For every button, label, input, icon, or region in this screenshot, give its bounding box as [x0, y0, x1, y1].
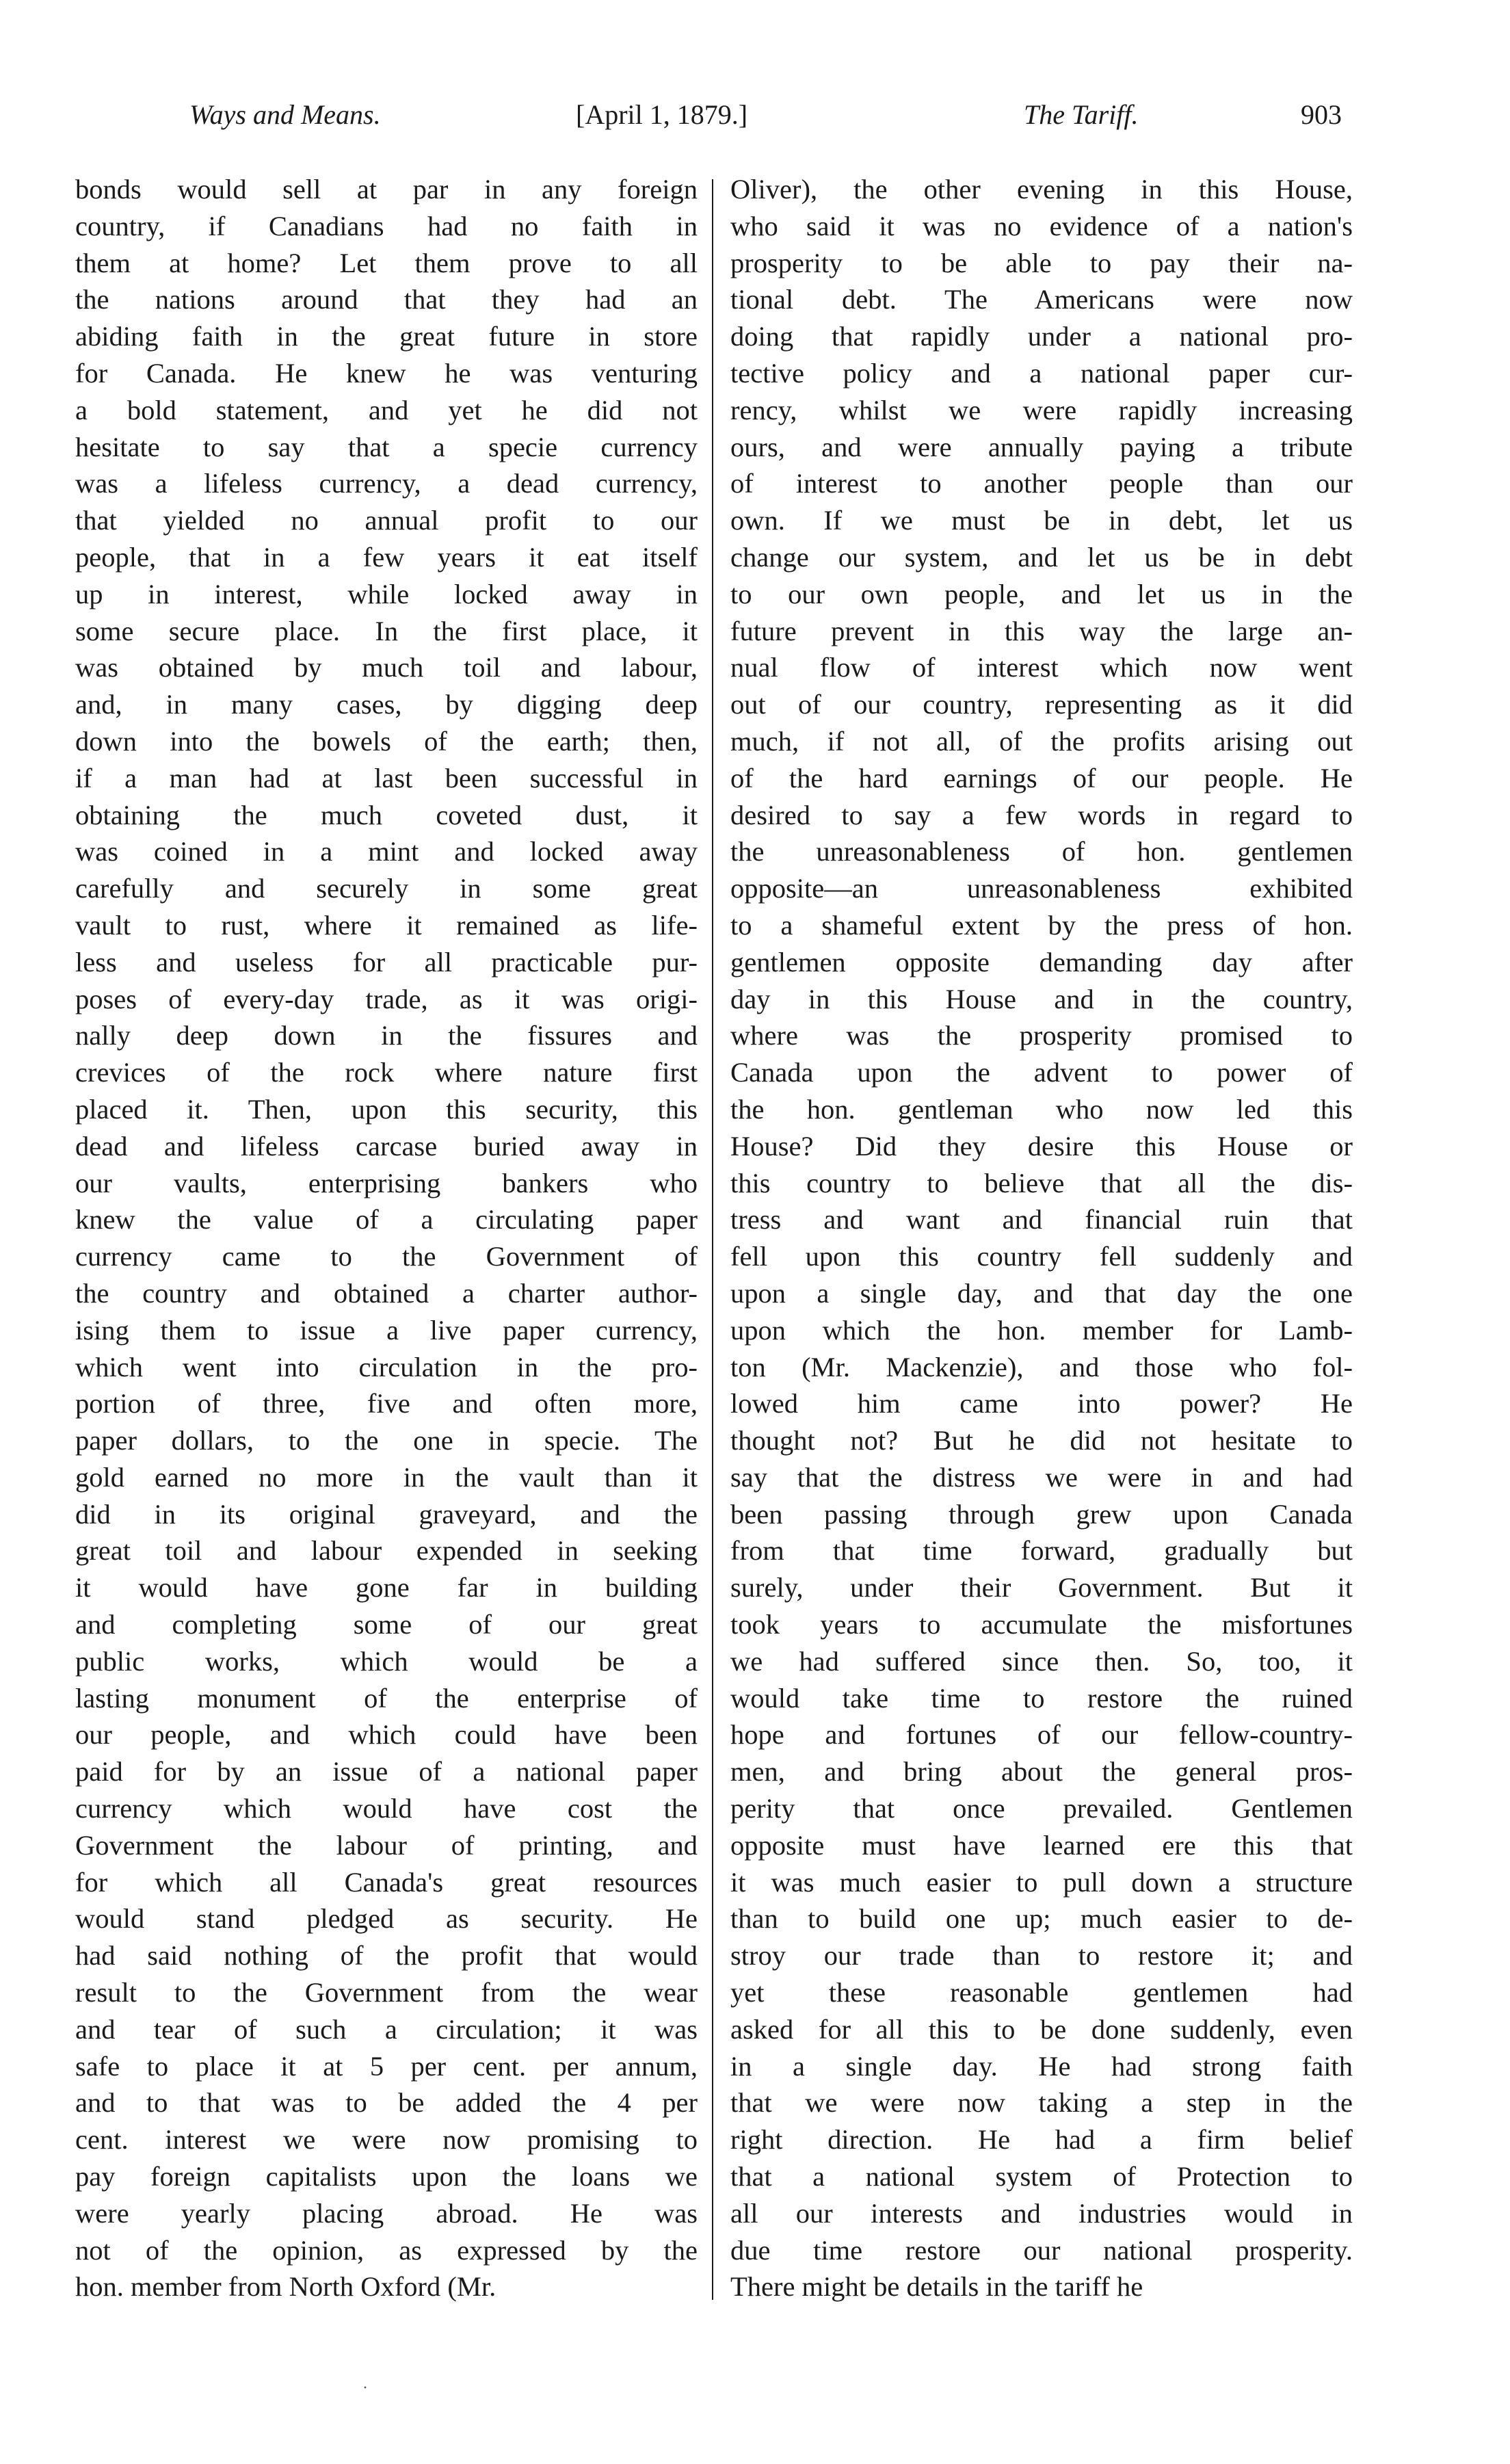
- text-line: the nations around that they had an: [75, 284, 698, 315]
- text-line: up in interest, while locked away in: [75, 578, 698, 610]
- text-line: paid for by an issue of a national paper: [75, 1756, 698, 1787]
- text-line: this country to believe that all the dis-: [730, 1167, 1353, 1198]
- text-line: them at home? Let them prove to all: [75, 247, 698, 278]
- text-line: some secure place. In the first place, it: [75, 615, 698, 646]
- text-line: pay foreign capitalists upon the loans we: [75, 2161, 698, 2192]
- text-line: and to that was to be added the 4 per: [75, 2087, 698, 2119]
- text-line: was obtained by much toil and labour,: [75, 652, 698, 683]
- text-line: was a lifeless currency, a dead currency,: [75, 468, 698, 499]
- text-line: the hon. gentleman who now led this: [730, 1093, 1353, 1125]
- right-text-column: [730, 171, 1353, 2305]
- text-line: we had suffered since then. So, too, it: [730, 1645, 1353, 1677]
- text-line: desired to say a few words in regard to: [730, 799, 1353, 830]
- text-line: hesitate to say that a specie currency: [75, 431, 698, 462]
- text-line: people, that in a few years it eat itself: [75, 541, 698, 573]
- text-line: and tear of such a circulation; it was: [75, 2013, 698, 2045]
- text-line: fell upon this country fell suddenly and: [730, 1241, 1353, 1272]
- text-line: for which all Canada's great resources: [75, 1866, 698, 1898]
- text-line: There might be details in the tariff he: [730, 2271, 1143, 2303]
- text-line: were yearly placing abroad. He was: [75, 2197, 698, 2229]
- text-line: which went into circulation in the pro-: [75, 1351, 698, 1382]
- text-line: down into the bowels of the earth; then,: [75, 725, 698, 757]
- page-number: 903: [1301, 99, 1342, 130]
- text-line: that a national system of Protection to: [730, 2161, 1353, 2192]
- text-line: from that time forward, gradually but: [730, 1535, 1353, 1567]
- text-line: paper dollars, to the one in specie. The: [75, 1425, 698, 1456]
- text-line: tional debt. The Americans were now: [730, 284, 1353, 315]
- text-line: carefully and securely in some great: [75, 873, 698, 904]
- text-line: ising them to issue a live paper currency,: [75, 1314, 698, 1346]
- running-head-section: Ways and Means.: [189, 99, 381, 130]
- text-line: stroy our trade than to restore it; and: [730, 1940, 1353, 1971]
- text-line: gold earned no more in the vault than it: [75, 1461, 698, 1493]
- left-text-column: [75, 171, 698, 2305]
- text-line: ours, and were annually paying a tribute: [730, 431, 1353, 462]
- text-line: took years to accumulate the misfortunes: [730, 1609, 1353, 1640]
- text-line: crevices of the rock where nature first: [75, 1057, 698, 1088]
- text-line: and, in many cases, by digging deep: [75, 689, 698, 720]
- text-line: been passing through grew upon Canada: [730, 1498, 1353, 1530]
- text-line: upon a single day, and that day the one: [730, 1277, 1353, 1309]
- text-line: vault to rust, where it remained as life-: [75, 909, 698, 941]
- text-line: out of our country, representing as it did: [730, 689, 1353, 720]
- text-line: to our own people, and let us in the: [730, 578, 1353, 610]
- text-line: men, and bring about the general pros-: [730, 1756, 1353, 1787]
- text-line: nally deep down in the fissures and: [75, 1020, 698, 1051]
- text-line: Canada upon the advent to power of: [730, 1057, 1353, 1088]
- text-line: bonds would sell at par in any foreign: [75, 174, 698, 205]
- text-line: prosperity to be able to pay their na-: [730, 247, 1353, 278]
- text-line: future prevent in this way the large an-: [730, 615, 1353, 646]
- text-line: knew the value of a circulating paper: [75, 1204, 698, 1235]
- text-line: tress and want and financial ruin that: [730, 1204, 1353, 1235]
- text-line: Government the labour of printing, and: [75, 1829, 698, 1861]
- text-line: and completing some of our great: [75, 1609, 698, 1640]
- text-line: perity that once prevailed. Gentlemen: [730, 1793, 1353, 1824]
- text-line: safe to place it at 5 per cent. per annum,: [75, 2050, 698, 2082]
- text-line: doing that rapidly under a national pro-: [730, 321, 1353, 352]
- text-line: lasting monument of the enterprise of: [75, 1682, 698, 1714]
- text-line: Oliver), the other evening in this House,: [730, 174, 1353, 205]
- text-line: due time restore our national prosperity.: [730, 2234, 1353, 2266]
- text-line: upon which the hon. member for Lamb-: [730, 1314, 1353, 1346]
- text-line: our people, and which could have been: [75, 1719, 698, 1751]
- text-line: change our system, and let us be in debt: [730, 541, 1353, 573]
- text-line: abiding faith in the great future in store: [75, 321, 698, 352]
- page-speck: ·: [362, 2379, 368, 2397]
- text-line: opposite—an unreasonableness exhibited: [730, 873, 1353, 904]
- text-line: day in this House and in the country,: [730, 983, 1353, 1014]
- text-line: asked for all this to be done suddenly, even: [730, 2013, 1353, 2045]
- text-line: the country and obtained a charter author-: [75, 1277, 698, 1309]
- text-line: a bold statement, and yet he did not: [75, 394, 698, 425]
- text-line: thought not? But he did not hesitate to: [730, 1425, 1353, 1456]
- text-line: in a single day. He had strong faith: [730, 2050, 1353, 2082]
- text-line: House? Did they desire this House or: [730, 1130, 1353, 1162]
- text-line: all our interests and industries would in: [730, 2197, 1353, 2229]
- text-line: hope and fortunes of our fellow-country-: [730, 1719, 1353, 1751]
- text-line: say that the distress we were in and had: [730, 1461, 1353, 1493]
- text-line: country, if Canadians had no faith in: [75, 210, 698, 241]
- text-line: gentlemen opposite demanding day after: [730, 946, 1353, 978]
- text-line: hon. member from North Oxford (Mr.: [75, 2271, 496, 2303]
- text-line: of the hard earnings of our people. He: [730, 762, 1353, 794]
- text-line: ton (Mr. Mackenzie), and those who fol-: [730, 1351, 1353, 1382]
- text-line: of interest to another people than our: [730, 468, 1353, 499]
- text-line: own. If we must be in debt, let us: [730, 505, 1353, 536]
- text-line: not of the opinion, as expressed by the: [75, 2234, 698, 2266]
- text-line: who said it was no evidence of a nation's: [730, 210, 1353, 241]
- text-line: tective policy and a national paper cur-: [730, 357, 1353, 389]
- running-head-date: [April 1, 1879.]: [576, 99, 748, 130]
- text-line: currency came to the Government of: [75, 1241, 698, 1272]
- text-line: it was much easier to pull down a structure: [730, 1866, 1353, 1898]
- text-line: did in its original graveyard, and the: [75, 1498, 698, 1530]
- text-line: result to the Government from the wear: [75, 1977, 698, 2008]
- text-line: much, if not all, of the profits arising out: [730, 725, 1353, 757]
- text-line: poses of every-day trade, as it was origi-: [75, 983, 698, 1014]
- text-line: right direction. He had a firm belief: [730, 2124, 1353, 2155]
- text-line: that yielded no annual profit to our: [75, 505, 698, 536]
- text-line: portion of three, five and often more,: [75, 1388, 698, 1419]
- running-head-topic: The Tariff.: [1024, 99, 1139, 130]
- text-line: placed it. Then, upon this security, this: [75, 1093, 698, 1125]
- text-line: had said nothing of the profit that would: [75, 1940, 698, 1971]
- text-line: would stand pledged as security. He: [75, 1903, 698, 1935]
- text-line: yet these reasonable gentlemen had: [730, 1977, 1353, 2008]
- text-line: public works, which would be a: [75, 1645, 698, 1677]
- text-line: rency, whilst we were rapidly increasing: [730, 394, 1353, 425]
- text-line: obtaining the much coveted dust, it: [75, 799, 698, 830]
- text-line: cent. interest we were now promising to: [75, 2124, 698, 2155]
- text-line: it would have gone far in building: [75, 1572, 698, 1603]
- text-line: was coined in a mint and locked away: [75, 836, 698, 867]
- column-divider: [712, 179, 713, 2300]
- text-line: to a shameful extent by the press of hon.: [730, 909, 1353, 941]
- text-line: opposite must have learned ere this that: [730, 1829, 1353, 1861]
- text-line: surely, under their Government. But it: [730, 1572, 1353, 1603]
- text-line: our vaults, enterprising bankers who: [75, 1167, 698, 1198]
- text-line: the unreasonableness of hon. gentlemen: [730, 836, 1353, 867]
- text-line: for Canada. He knew he was venturing: [75, 357, 698, 389]
- text-line: dead and lifeless carcase buried away in: [75, 1130, 698, 1162]
- text-line: lowed him came into power? He: [730, 1388, 1353, 1419]
- text-line: great toil and labour expended in seeking: [75, 1535, 698, 1567]
- text-line: less and useless for all practicable pur-: [75, 946, 698, 978]
- text-line: would take time to restore the ruined: [730, 1682, 1353, 1714]
- text-line: currency which would have cost the: [75, 1793, 698, 1824]
- text-line: where was the prosperity promised to: [730, 1020, 1353, 1051]
- text-line: nual flow of interest which now went: [730, 652, 1353, 683]
- text-line: if a man had at last been successful in: [75, 762, 698, 794]
- running-head: [77, 94, 1362, 135]
- text-line: that we were now taking a step in the: [730, 2087, 1353, 2119]
- text-line: than to build one up; much easier to de-: [730, 1903, 1353, 1935]
